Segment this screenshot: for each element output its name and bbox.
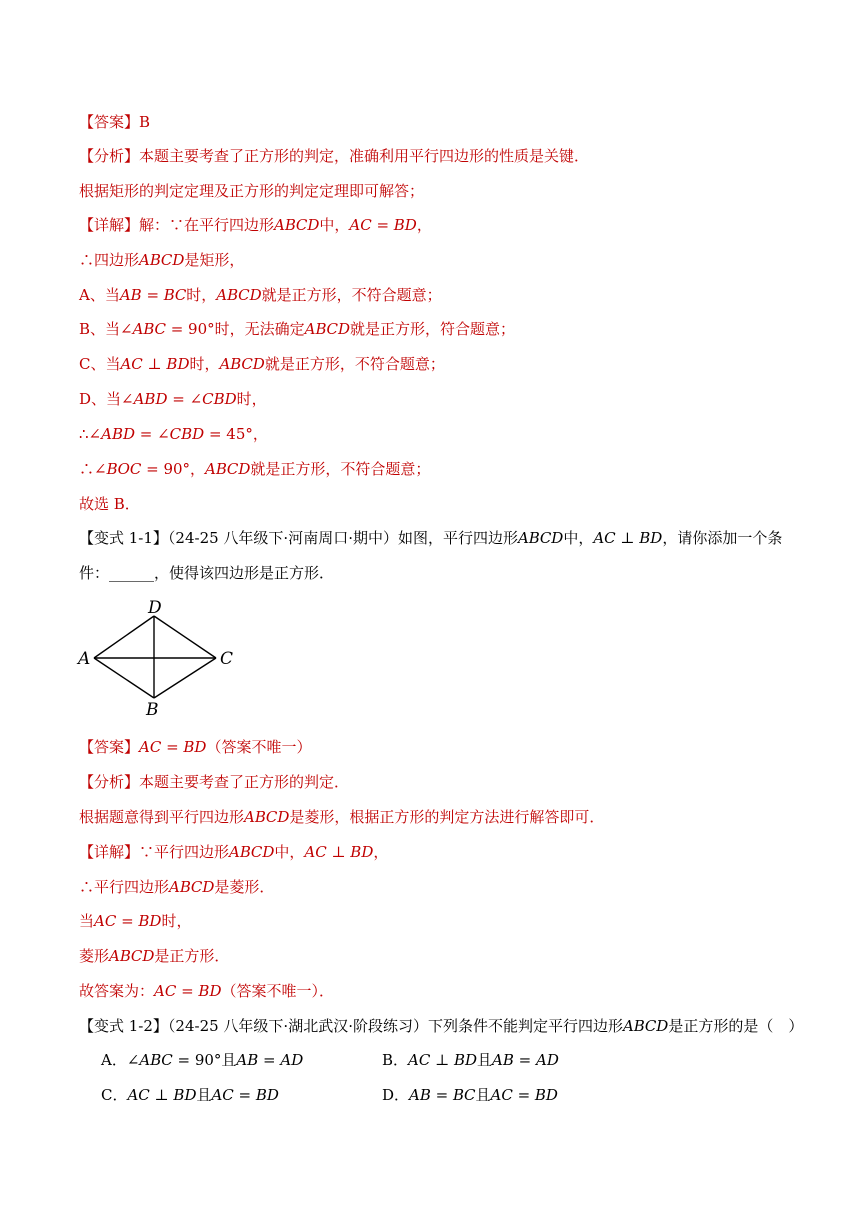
label-a: A [78, 649, 91, 669]
solution-line: 当𝐴𝐶 = 𝐵𝐷时， [79, 912, 192, 930]
analysis-line-2: 根据矩形的判定定理及正方形的判定定理即可解答； [79, 182, 425, 200]
label-c: C [220, 649, 234, 669]
choice-b: B．𝐴𝐶 ⊥ 𝐵𝐷且𝐴𝐵 = 𝐴𝐷 [382, 1051, 559, 1069]
answer-line: 【答案】B [79, 113, 151, 131]
variant-1-1-analysis: 【分析】本题主要考查了正方形的判定． [79, 773, 350, 791]
edge-cb [154, 658, 216, 698]
choice-c: C．𝐴𝐶 ⊥ 𝐵𝐷且𝐴𝐶 = 𝐵𝐷 [101, 1086, 279, 1104]
edge-ba [94, 658, 154, 698]
option-c-analysis: C、当𝐴𝐶 ⊥ 𝐵𝐷时，𝐴𝐵𝐶𝐷就是正方形，不符合题意； [79, 355, 445, 373]
rhombus-figure [74, 596, 244, 720]
solution-line: ∴∠𝐴𝐵𝐷 = ∠𝐶𝐵𝐷 = 45°， [79, 425, 268, 443]
conclusion-line: 故答案为：𝐴𝐶 = 𝐵𝐷（答案不唯一）． [79, 982, 334, 1000]
solution-line: ∴∠𝐵𝑂𝐶 = 90°，𝐴𝐵𝐶𝐷就是正方形，不符合题意； [79, 460, 431, 478]
edge-ad [94, 616, 154, 658]
variant-1-1-analysis-2: 根据题意得到平行四边形𝐴𝐵𝐶𝐷是菱形，根据正方形的判定方法进行解答即可． [79, 808, 605, 826]
option-b-analysis: B、当∠𝐴𝐵𝐶 = 90°时，无法确定𝐴𝐵𝐶𝐷就是正方形，符合题意； [79, 320, 515, 338]
variant-1-1-answer: 【答案】𝐴𝐶 = 𝐵𝐷（答案不唯一） [79, 738, 312, 756]
variant-1-2-stem: 【变式 1-2】（24-25 八年级下·湖北武汉·阶段练习）下列条件不能判定平行四边形𝐴𝐵𝐶𝐷是正方形的是（ ） [79, 1017, 804, 1035]
variant-1-1-detail: 【详解】∵平行四边形𝐴𝐵𝐶𝐷中，𝐴𝐶 ⊥ 𝐵𝐷， [79, 843, 389, 861]
edge-dc [154, 616, 216, 658]
solution-line: ∴四边形𝐴𝐵𝐶𝐷是矩形， [79, 251, 245, 269]
conclusion-line: 故选 B． [79, 495, 140, 513]
choice-d: D．𝐴𝐵 = 𝐵𝐶且𝐴𝐶 = 𝐵𝐷 [382, 1086, 558, 1104]
variant-1-1-stem-2: 件：______，使得该四边形是正方形． [79, 564, 335, 582]
analysis-line: 【分析】本题主要考查了正方形的判定，准确利用平行四边形的性质是关键． [79, 147, 590, 165]
option-a-analysis: A、当𝐴𝐵 = 𝐵𝐶时，𝐴𝐵𝐶𝐷就是正方形，不符合题意； [79, 286, 442, 304]
choice-a: A．∠𝐴𝐵𝐶 = 90°且𝐴𝐵 = 𝐴𝐷 [101, 1051, 304, 1069]
variant-1-1-stem: 【变式 1-1】（24-25 八年级下·河南周口·期中）如图，平行四边形𝐴𝐵𝐶𝐷中，𝐴𝐶 ⊥ 𝐵𝐷，请你添加一个条 [79, 529, 783, 547]
label-d: D [148, 598, 162, 618]
label-b: B [146, 700, 159, 720]
option-d-analysis: D、当∠𝐴𝐵𝐷 = ∠𝐶𝐵𝐷时， [79, 390, 267, 408]
solution-line: 菱形𝐴𝐵𝐶𝐷是正方形． [79, 947, 230, 965]
detail-line: 【详解】解：∵在平行四边形𝐴𝐵𝐶𝐷中，𝐴𝐶 = 𝐵𝐷， [79, 216, 432, 234]
solution-line: ∴平行四边形𝐴𝐵𝐶𝐷是菱形． [79, 878, 275, 896]
